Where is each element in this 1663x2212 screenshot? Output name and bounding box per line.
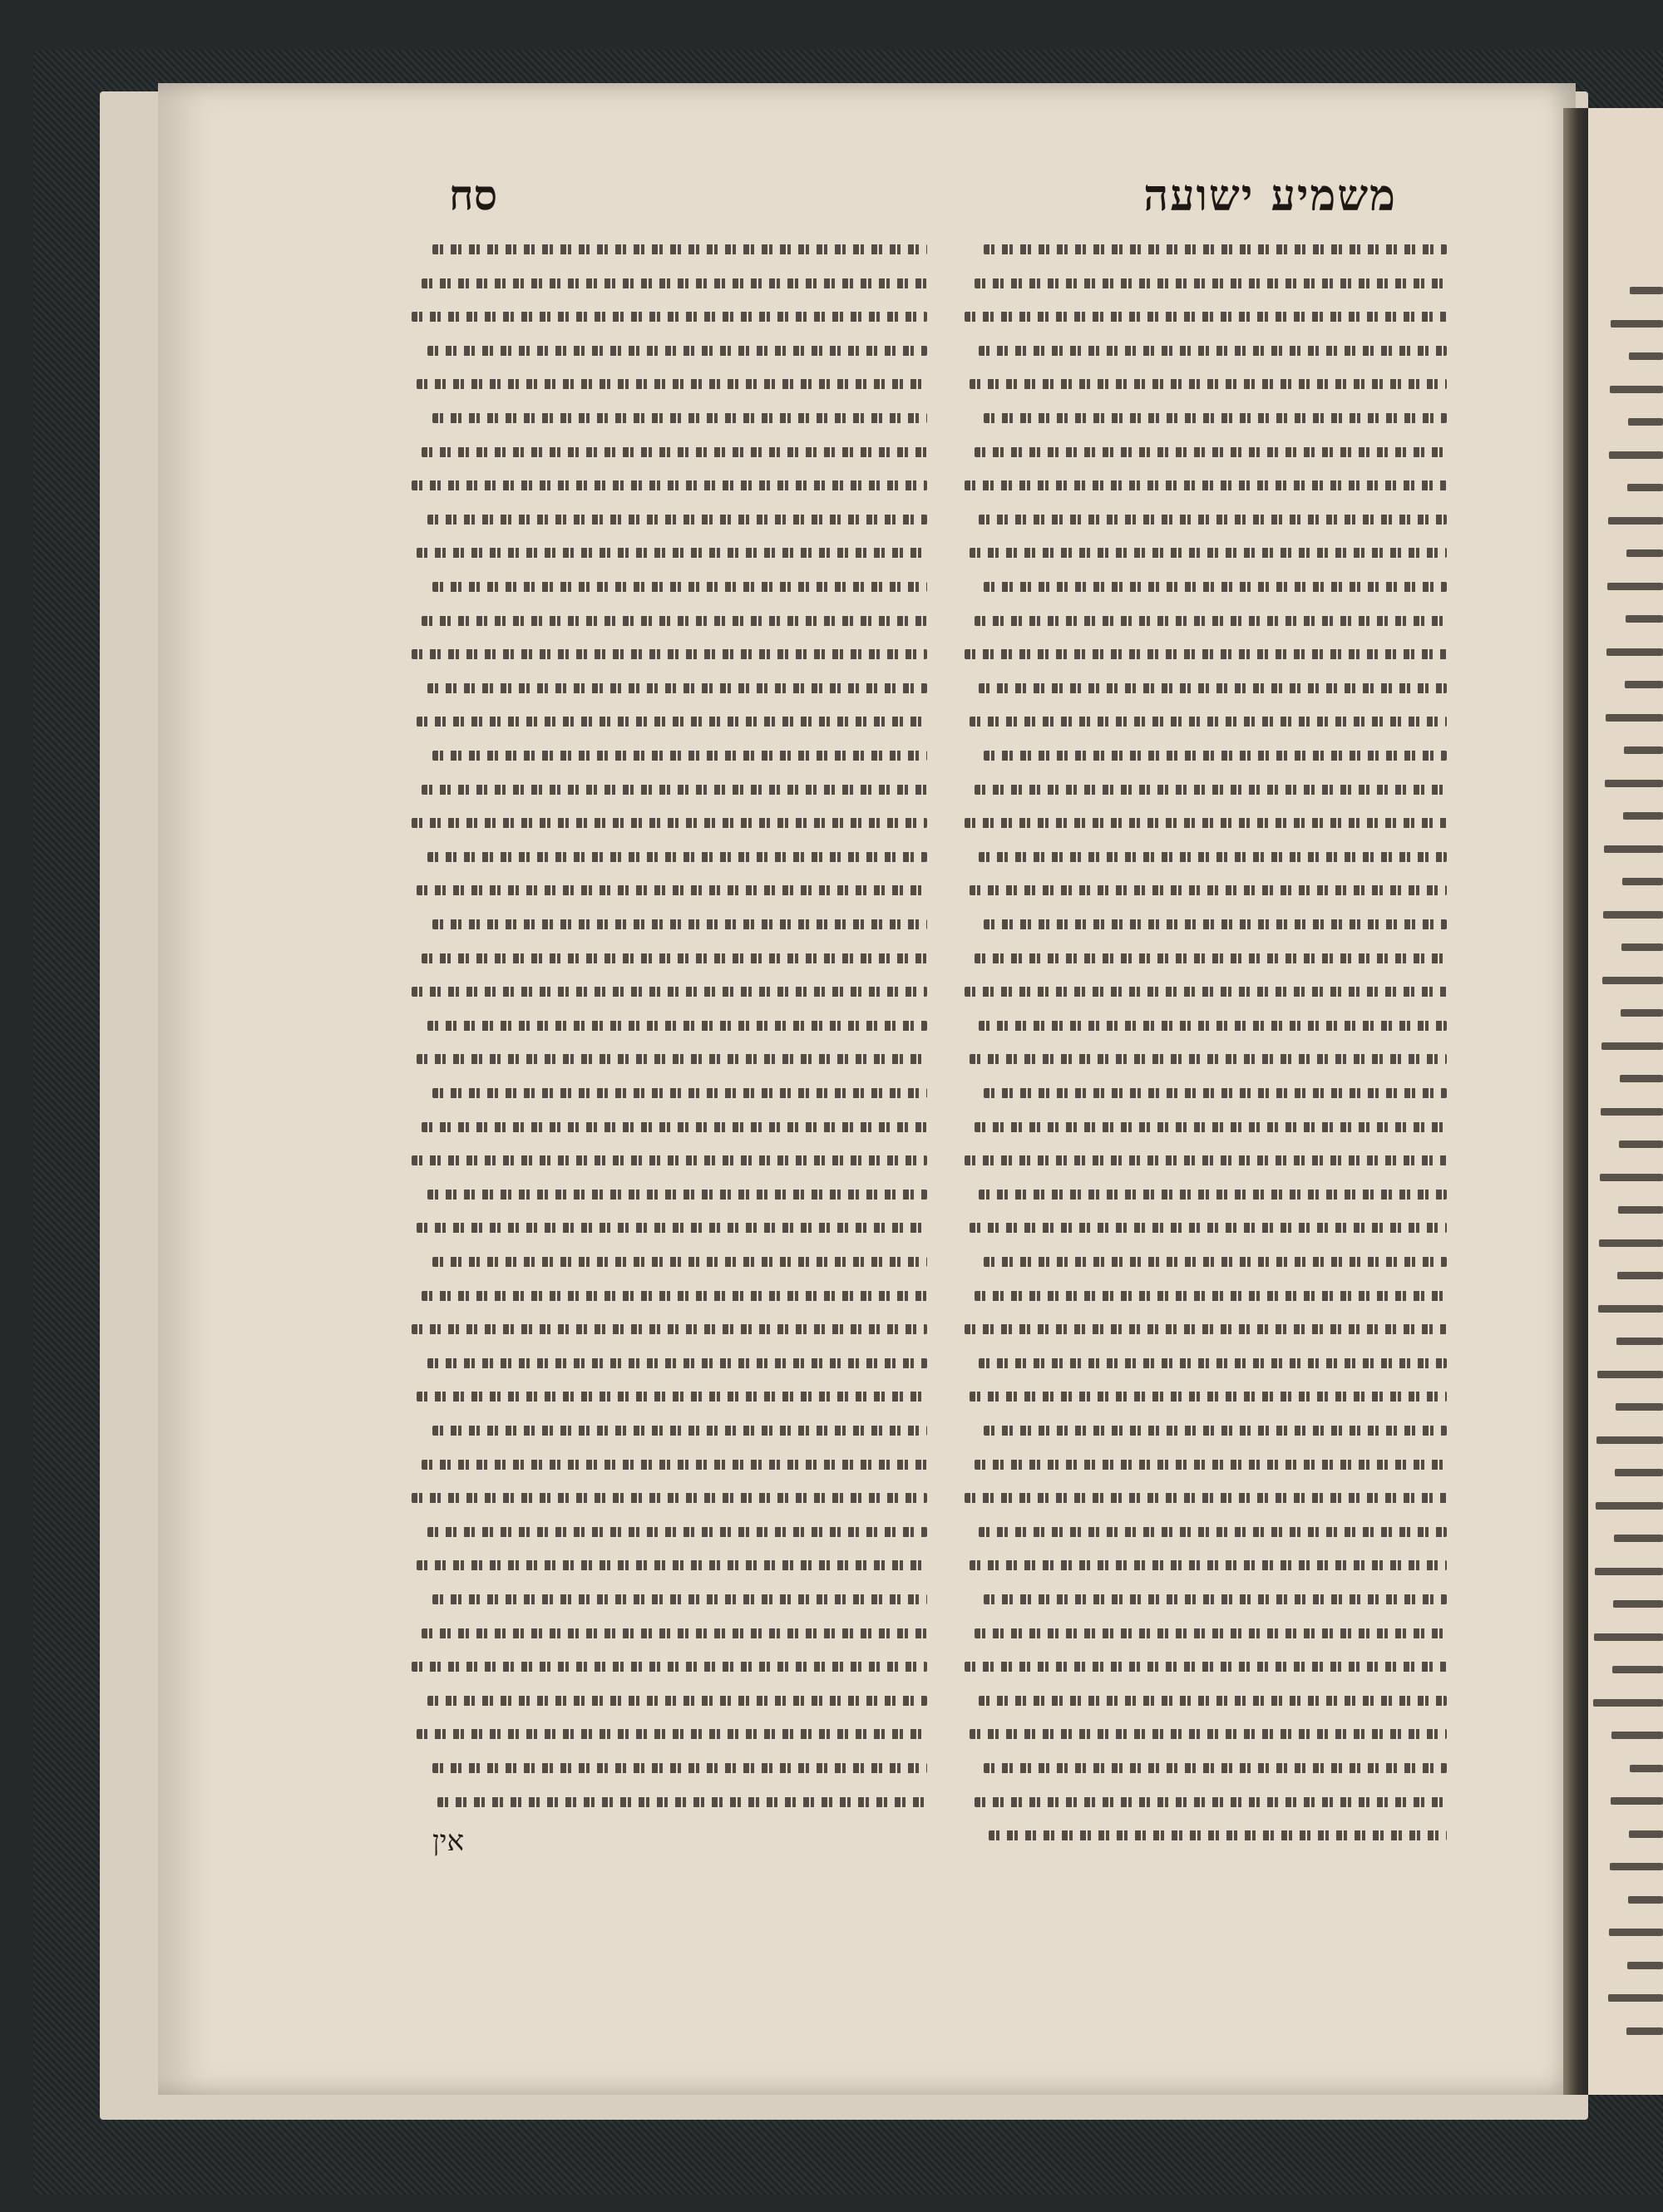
text-line-ink [432,1257,927,1267]
facing-page-text-line [1609,451,1663,459]
text-line [965,341,1447,359]
text-line-ink [975,953,1447,963]
facing-page-text-line [1598,1305,1663,1313]
text-line-ink [965,987,1447,997]
text-line-ink [427,683,927,693]
text-line-ink [984,919,1447,929]
text-line-ink [984,1088,1447,1098]
text-line-ink [984,582,1447,592]
text-line-ink [965,1324,1447,1334]
text-line-ink [970,548,1447,558]
text-line-ink [412,1662,927,1672]
facing-page-text-line [1606,714,1663,722]
text-line-ink [975,785,1447,795]
text-line-ink [422,1628,927,1638]
facing-page-text-line [1599,1239,1663,1247]
text-line-ink [979,1021,1447,1031]
facing-page-text-line [1614,1535,1663,1542]
text-line [965,374,1447,392]
facing-page-text-line [1612,1666,1663,1673]
text-line [965,678,1447,697]
text-line-ink [970,885,1447,895]
facing-page-text-line [1596,1436,1663,1444]
text-line-ink [422,1291,927,1301]
text-line-ink [422,616,927,626]
facing-page-text-line [1609,1929,1663,1936]
facing-page-text-line [1593,1699,1663,1707]
facing-page-text-line [1626,2027,1663,2035]
text-line-ink [989,1830,1447,1840]
text-line [965,1589,1447,1608]
running-title: משמיע ישועה [1143,170,1397,221]
text-line [965,1387,1447,1405]
text-line [412,1083,927,1101]
text-line-ink [432,413,927,423]
text-line-ink [422,447,927,457]
facing-page-text-line [1619,1140,1663,1148]
facing-page-text-line [1603,911,1663,919]
catchword: אין [432,1825,464,1858]
text-line [965,1016,1447,1034]
text-line [412,644,927,663]
text-line [965,982,1447,1000]
text-line-ink [417,1729,927,1739]
text-line [965,1488,1447,1506]
text-line-ink [984,413,1447,423]
text-line-ink [979,515,1447,525]
text-line-ink [970,717,1447,727]
facing-page-text-line [1616,1338,1663,1345]
facing-page-text-line [1625,681,1663,688]
text-line-ink [975,1460,1447,1470]
text-line-ink [427,1190,927,1200]
text-line-ink [412,1155,927,1165]
facing-page-text-line [1621,943,1663,951]
text-line [965,475,1447,494]
facing-page-text-line [1611,1797,1663,1805]
facing-page-text-line [1621,1009,1663,1017]
text-line-ink [427,1527,927,1537]
facing-page-text-line [1595,1568,1663,1575]
text-line-ink [984,1257,1447,1267]
facing-page-text-line [1604,845,1663,853]
text-line [412,1117,927,1136]
facing-page-text-line [1627,484,1663,491]
facing-page-text-line [1620,1075,1663,1082]
text-line-ink [975,447,1447,457]
text-line-ink [965,1155,1447,1165]
text-line [965,1049,1447,1067]
text-line [412,1724,927,1742]
text-line [412,408,927,426]
text-line-ink [984,1594,1447,1604]
text-line [965,543,1447,561]
text-line [412,1150,927,1169]
facing-page-text-line [1608,517,1663,525]
text-line-ink [975,1797,1447,1807]
text-line [412,847,927,865]
facing-page-text-line [1629,1830,1663,1838]
text-line [412,880,927,899]
text-line [412,1387,927,1405]
text-line [965,1218,1447,1236]
text-line [412,1488,927,1506]
text-line-ink [965,818,1447,828]
facing-page-text-line [1622,878,1663,885]
text-line [965,880,1447,899]
text-line [412,543,927,561]
text-line-ink [979,1358,1447,1368]
facing-page-text-line [1616,1403,1663,1411]
facing-page-text-line [1618,1206,1663,1214]
text-line-ink [432,1594,927,1604]
text-line [412,1555,927,1574]
text-line-ink [984,751,1447,761]
text-line [412,1623,927,1642]
text-line-ink [432,244,927,254]
text-line-ink [975,1628,1447,1638]
text-line [965,1758,1447,1776]
text-line [965,644,1447,663]
text-line [965,1117,1447,1136]
text-line [965,408,1447,426]
text-line [965,1522,1447,1540]
text-line-ink [965,649,1447,659]
text-line [965,273,1447,292]
text-line-ink [979,683,1447,693]
text-line-ink [427,1696,927,1706]
text-line-ink [412,649,927,659]
text-line-ink [412,1493,927,1503]
text-line-ink [979,346,1447,356]
text-line-ink [975,278,1447,288]
text-line [412,1455,927,1473]
text-line [412,374,927,392]
text-line [412,1252,927,1270]
text-line-ink [979,1190,1447,1200]
text-line [965,1455,1447,1473]
facing-page-text-line [1600,1174,1663,1181]
text-line [412,712,927,730]
text-line [965,914,1447,933]
text-line [412,1185,927,1203]
facing-page-text-line [1626,549,1663,557]
text-line [412,746,927,764]
facing-page-text-line [1605,780,1663,787]
text-line [412,510,927,528]
text-line [965,1353,1447,1372]
text-line-ink [417,1560,927,1570]
text-line-ink [975,1122,1447,1132]
text-line-ink [417,1392,927,1402]
text-line [412,678,927,697]
text-line-ink [965,1662,1447,1672]
text-line [965,1657,1447,1675]
text-line-ink [432,751,927,761]
text-line [965,307,1447,325]
text-line [412,307,927,325]
facing-page-text-line [1602,977,1663,984]
text-line-ink [422,1122,927,1132]
facing-page-text-line [1611,320,1663,328]
text-line-ink [412,818,927,828]
facing-page-text-line [1629,352,1663,360]
facing-page-text-line [1617,1272,1663,1279]
facing-page-text-line [1630,1765,1663,1772]
text-line-ink [979,1527,1447,1537]
text-line [412,1049,927,1067]
text-line-ink [984,1426,1447,1436]
text-line-ink [432,1763,927,1773]
text-line [412,577,927,595]
text-line [965,510,1447,528]
text-line-ink [427,1021,927,1031]
text-line [965,1185,1447,1203]
text-line [412,1522,927,1540]
text-line [412,813,927,831]
text-line-ink [432,582,927,592]
text-line [412,1319,927,1338]
text-line-ink [437,1797,927,1807]
text-line-ink [417,379,927,389]
text-line-ink [965,1493,1447,1503]
text-line-ink [432,1426,927,1436]
text-line [965,712,1447,730]
text-line [965,1421,1447,1439]
text-line [412,780,927,798]
text-line [412,239,927,258]
text-line-ink [417,1054,927,1064]
text-line [412,273,927,292]
text-line [412,1353,927,1372]
text-line-ink [984,1763,1447,1773]
text-line-ink [417,717,927,727]
text-line [412,1758,927,1776]
text-column-left [412,239,927,1844]
text-line-ink [970,1392,1447,1402]
facing-page-text-line [1626,615,1663,623]
text-line-ink [432,1088,927,1098]
text-line [965,1150,1447,1169]
text-line [965,442,1447,461]
text-line-ink [970,1560,1447,1570]
facing-page-text-line [1623,812,1663,820]
facing-page-text-line [1624,746,1663,754]
facing-page-text-line [1613,1600,1663,1608]
text-line-ink [427,1358,927,1368]
text-line [412,611,927,629]
text-line-ink [412,987,927,997]
text-line-ink [975,1291,1447,1301]
text-line [412,1286,927,1304]
text-line-ink [422,1460,927,1470]
text-line [965,577,1447,595]
text-line [965,1252,1447,1270]
book-gutter [1563,108,1588,2095]
facing-page-text-line [1627,1962,1663,1969]
text-line [412,442,927,461]
running-head [449,170,1397,229]
text-line-ink [417,1223,927,1233]
facing-page-text-line [1596,1502,1663,1510]
facing-page-text-line [1628,1896,1663,1904]
text-line-ink [965,312,1447,322]
facing-page-text-line [1608,1994,1663,2002]
text-line-ink [422,278,927,288]
text-line [412,475,927,494]
text-line [965,948,1447,967]
text-column-right [965,239,1447,1844]
text-line [412,1657,927,1675]
text-line [412,1218,927,1236]
text-line [965,1825,1447,1844]
text-line [412,1792,927,1810]
text-line [965,746,1447,764]
text-line [965,1623,1447,1642]
facing-page-text-line [1601,1108,1663,1116]
text-line [965,611,1447,629]
text-line [965,1555,1447,1574]
facing-page-text-line [1611,1732,1663,1739]
text-line-ink [979,1696,1447,1706]
text-line-ink [975,616,1447,626]
text-line [965,847,1447,865]
facing-page-text-line [1630,287,1663,294]
text-line-ink [412,312,927,322]
text-line-ink [965,480,1447,490]
facing-page-text-line [1607,583,1663,590]
text-line [965,780,1447,798]
text-line-ink [979,852,1447,862]
facing-page-text-line [1628,418,1663,426]
text-line-ink [427,852,927,862]
text-line-ink [417,548,927,558]
text-line-ink [970,379,1447,389]
text-line-ink [412,480,927,490]
folio-number: סח [449,170,498,219]
text-line-ink [984,244,1447,254]
facing-page-edge [1588,108,1663,2095]
text-line [965,1083,1447,1101]
text-line [965,1286,1447,1304]
text-line [412,1016,927,1034]
text-line-ink [432,919,927,929]
facing-page-text-line [1610,1863,1663,1870]
text-line [412,948,927,967]
text-line [965,1319,1447,1338]
text-line-ink [412,1324,927,1334]
text-line-ink [427,346,927,356]
text-line-ink [422,785,927,795]
text-line-ink [970,1054,1447,1064]
facing-page-text-line [1597,1371,1663,1378]
text-line-ink [970,1729,1447,1739]
facing-page-text-line [1615,1469,1663,1476]
facing-page-text-line [1606,648,1663,656]
text-line-ink [427,515,927,525]
text-line-ink [970,1223,1447,1233]
facing-page-text-line [1601,1042,1663,1050]
text-line [965,1691,1447,1709]
text-line [412,341,927,359]
text-line [965,1724,1447,1742]
text-line [412,982,927,1000]
facing-page-text-line [1610,386,1663,393]
text-line-ink [417,885,927,895]
facing-page-text-line [1594,1633,1663,1641]
text-line [965,813,1447,831]
text-line [965,1792,1447,1810]
text-line [412,914,927,933]
text-line [965,239,1447,258]
text-line-ink [422,953,927,963]
text-line [412,1589,927,1608]
text-line [412,1691,927,1709]
text-line [412,1421,927,1439]
